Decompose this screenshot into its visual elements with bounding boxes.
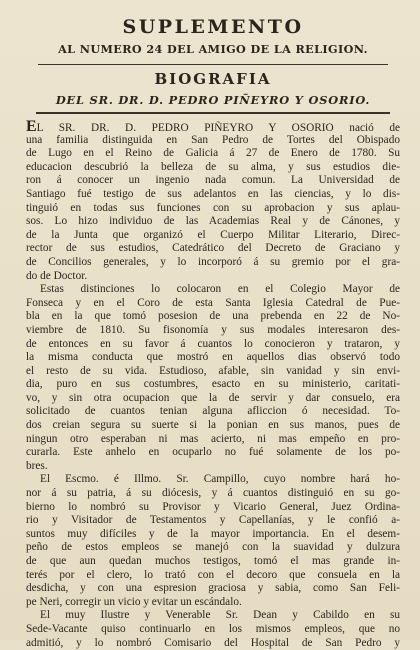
body-line: bla en la que tomó posesion de una prebenda en 22 de No- [26,310,400,323]
body-text [26,120,400,650]
drop-cap: E [26,120,37,134]
body-line: Santiago fué testigo de sus adelantos en las ciencias, y lo dis- [26,187,400,200]
body-line: vo, y sin otra ocupacion que la de servir y dar consuelo, era [26,391,400,404]
body-line [26,120,400,134]
body-line: de entonces en su favor á cuantos lo conocieron y trataron, y [26,337,400,350]
body-line: desdicha, y con una espresion graciosa y sabia, como San Feli- [26,582,400,595]
body-line: rector de sus estudios, Catedrático del Decreto de Graciano y [26,242,400,255]
page-subtitle: AL NUMERO 24 DEL AMIGO DE LA RELIGION. [58,42,368,56]
body-line: do de Doctor. [26,269,88,282]
body-line: viembre de 1810. Su fisonomía y sus modales interesaron des- [26,323,400,336]
body-line: terés por el clero, lo trató con el decoro que consuela en la [26,568,400,581]
body-line: El Escmo. é Illmo. Sr. Campillo, cuyo nombre hará ho- [40,473,400,486]
body-line: de que aun quedan muchos testigos, tomó el mas grande in- [26,555,400,567]
body-line: el resto de su vida. Estudioso, afable, sin vanidad y sin envi- [26,364,400,377]
divider-double [36,112,390,114]
body-line: una familia distinguida en San Pedro de Tortes del Obispado [26,133,400,146]
body-line: de la Junta que organizó el Cuerpo Militar Literario, Direc- [26,228,400,241]
body-line: educacion descubrió la belleza de su alma, y sus estudios die- [26,160,400,173]
body-line: solicitado de cuantos tenian alguna afliccion ó necesidad. To- [26,405,400,418]
section-heading: BIOGRAFIA [154,70,272,88]
page-title: SUPLEMENTO [122,16,304,38]
body-line: Sede-Vacante quiso continuarlo en los mismos empleos, que no [26,622,400,635]
body-line: ron á conocer un ingenio nada comun. La Universidad de [26,174,400,187]
body-line-text: L SR. DR. D. PEDRO PIÑEYRO Y OSORIO nació de [36,122,400,134]
body-line: Fonseca y en el Coro de esta Santa Iglesia Catedral de Pue- [26,296,400,309]
body-line: dos creian segura su suerte si la ponian en sus manos, pues de [26,419,400,432]
body-line: Estas distinciones lo colocaron en el Colegio Mayor de [40,283,400,296]
body-line: bierno lo nombró su Provisor y Vicario General, Juez Ordina- [26,500,400,513]
body-line: sos. Lo hizo individuo de las Academias Real y de Cánones, y [26,215,400,228]
body-line: admitió, y lo nombró Comisario del Hospital de San Pedro y [26,636,400,649]
body-line: de Concilios generales, y lo incorporó á su gremio por el gra- [26,255,400,268]
body-line: dia, puro en sus costumbres, esacto en su ministerio, caritati- [26,378,400,391]
body-line: de Lugo en el Reino de Galicia á 27 de Enero de 1780. Su [26,147,400,160]
body-line: bres. [26,459,48,472]
body-line: rio y Visitador de Testamentos y Capellanías, y le confió a- [26,514,400,527]
body-line: ningun otro esperaban ni mas acierto, ni mas empeño en pro- [26,432,400,445]
body-line: nor á su patria, á su diócesis, y á cuantos distinguió en su go- [26,487,400,500]
body-line: tinguió en todas sus funciones con su aprobacion y sus aplau- [26,201,400,214]
body-line: la misma conducta que mostró en aquellos dias observó todo [26,351,400,364]
divider [38,64,388,65]
body-line: curarla. Este anhelo en ocuparlo no fué solamente de los po- [26,446,400,459]
body-line: pe Neri, corregir un vicio y evitar un escándalo. [26,595,242,608]
body-line: El muy Ilustre y Venerable Sr. Dean y Cabildo en su [40,609,400,622]
section-author: DEL SR. DR. D. PEDRO PIÑEYRO Y OSORIO. [55,93,371,107]
body-line: peño de estos empleos se manejó con la suavidad y dulzura [26,541,400,554]
body-line: suntos muy difíciles y de la mayor importancia. En el desem- [26,527,400,540]
